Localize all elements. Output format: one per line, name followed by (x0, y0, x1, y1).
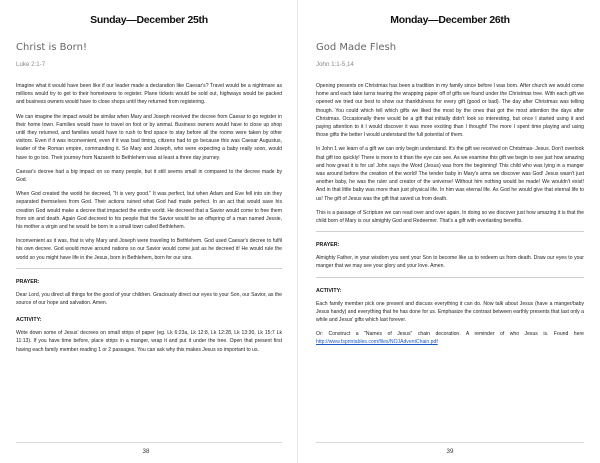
prayer-text: Almighty Father, in your wisdom you sent your Son to become like us to redeem us from death. Draw our eyes to your manger that we may see your glory and your love. Amen. (316, 255, 584, 270)
section-divider (316, 231, 584, 232)
activity-alternate-text: Or: Construct a "Names of Jesus" chain decoration. A reminder of who Jesus is. Found here (316, 331, 584, 338)
activity-label: ACTIVITY: (16, 317, 42, 324)
body-paragraph: We can imagine the impact would be similar when Mary and Joseph received the decree from Caesar to go register in their home town. Families would have to travel on foot or by animal. Business owners would have to close up shop until they returned, and families would have to rush to find space to stay before all the rooms were taken by other visitors. Even if it was inconvenient, even if it was bad timing, citizens had to go because this was Caesar Augustus, leader of the Roman empire, commanding it. So Mary and Joseph, who were expecting a baby really soon, would have to go too. Their journey from Nazareth to Bethlehem was at least a three day journey. (16, 113, 282, 161)
devotion-title: God Made Flesh (316, 42, 397, 53)
devotion-title: Christ is Born! (16, 42, 87, 53)
section-divider (316, 277, 584, 278)
body-paragraph: This is a passage of Scripture we can read over and over again. In doing so we discover just how amazing it is that the child born of Mary is our almighty God and Redeemer. That's a gift with everlasting benefits. (316, 209, 584, 225)
footer-divider (16, 442, 282, 443)
page-number: 39 (446, 448, 454, 455)
body-paragraph: Opening presents on Christmas has been a tradition in my family since before I was born. After church we would come home and each take turns tearing the wrapping paper off of gifts we found under the Christmas tree. With each gift we opened we tried our best to show our thankfulness for every gift (good or bad). The day after Christmas was telling though. You could which tell which gifts we liked the most by the ones that got the most attention the days after Christmas. Occasionally there would be a gift that initially didn't look so interesting, but once I started using it and paying attention to it I would discover it was more exciting than I thought! The more I spent time playing and using those gifts the better I would understand the full potential of them. (316, 83, 584, 139)
left-page (0, 0, 292, 463)
body-paragraph: When God created the world he decreed, "It is very good." It was perfect, but when Adam and Eve fell into sin they separated themselves from God. Their actions ruined what God had made perfect. In an act that would save his creation God would make a decree that impacted the entire world. He decreed that a Savior would come to free them from sin and death. Again God decreed to his people that the Savior would be an offspring of a man named Jessie, his mother a virgin and he would be born in a small town called Bethlehem. (16, 191, 282, 231)
page-number: 38 (142, 448, 150, 455)
body-paragraph: In John 1 we learn of a gift we can only begin understand. It's the gift we received on Christmas- Jesus. Don't overlook that gift too quickly! There is more to it than the eye can see. As we examine this gift we begin to see just how amazing and how great it is for us! John says the Word (Jesus) was from the beginning! This child who was lying in a manger was around before the creation of the world! The tender baby in Mary's arms we discover was God! Jesus wasn't just another baby, he was the ruler and creator of the universe! Without him nothing would be made! We wouldn't exist! And in that little baby was more than just physical life. In him was eternal life. As God he would give that eternal life to us! The gift of Jesus was the gift that saved us from death. (316, 146, 584, 202)
prayer-label: PRAYER: (16, 278, 40, 285)
scripture-reference: John 1:1-5,14 (316, 61, 354, 68)
activity-text-alternate (316, 330, 584, 346)
chain-decoration-link[interactable]: http://www.fsprintables.com/files/NOJAdventChain.pdf (316, 339, 438, 346)
body-paragraph: Inconvenient as it was, that is why Mary and Joseph were traveling to Bethlehem. God used Caesar's decree to fulfil his own decree. God would move around nations so our Savior would come just as he decreed it! He would rule the world so you might have life in the Jesus, born in Bethlehem, born for our sins. (16, 238, 282, 261)
body-paragraph: Caesar's decree had a big impact on so many people, but it still seems small in compared to the decree made by God. (16, 168, 282, 184)
activity-text: Each family member pick one present and discuss everything it can do. Now talk about Jesus (have a manger/baby Jesus handy) and everything that he has done for us. Emphasize the contrast between earthly presents that last only a while and Jesus' gifts which last forever. (316, 300, 584, 324)
section-divider (16, 268, 282, 269)
spread-gutter (297, 0, 298, 463)
day-heading: Sunday—December 25th (90, 14, 208, 26)
activity-label: ACTIVITY: (316, 287, 342, 294)
day-heading: Monday—December 26th (390, 14, 510, 26)
prayer-text: Dear Lord, you direct all things for the good of your children. Graciously direct our eyes to your Son, our Savior, as the source of our hope and salvation. Amen. (16, 291, 282, 307)
scripture-reference: Luke 2:1-7 (16, 61, 46, 68)
body-paragraph: Imagine what it would have been like if our leader made a declaration like Caesar's? Travel would be a nightmare as millions would try to get to their hometowns to register. Plane tickets would be sold out, highways would be packed and business owners would have to close shops until they returned from registering. (16, 83, 282, 106)
activity-text: Write down some of Jesus' decrees on small strips of paper (eg. Lk 6:23a, Lk 12:8, Lk 12:28, Lk 13:30, Lk 15:7 Lk 11:13). If you have time before, place strips in a manger, wrap it and put it under the tree. Open that present first having each family member reading 1 or 2 passages. You can ask why this makes Jesus so important to us. (16, 330, 282, 353)
prayer-label: PRAYER: (316, 242, 340, 249)
footer-divider (316, 442, 584, 443)
right-page (304, 0, 596, 463)
